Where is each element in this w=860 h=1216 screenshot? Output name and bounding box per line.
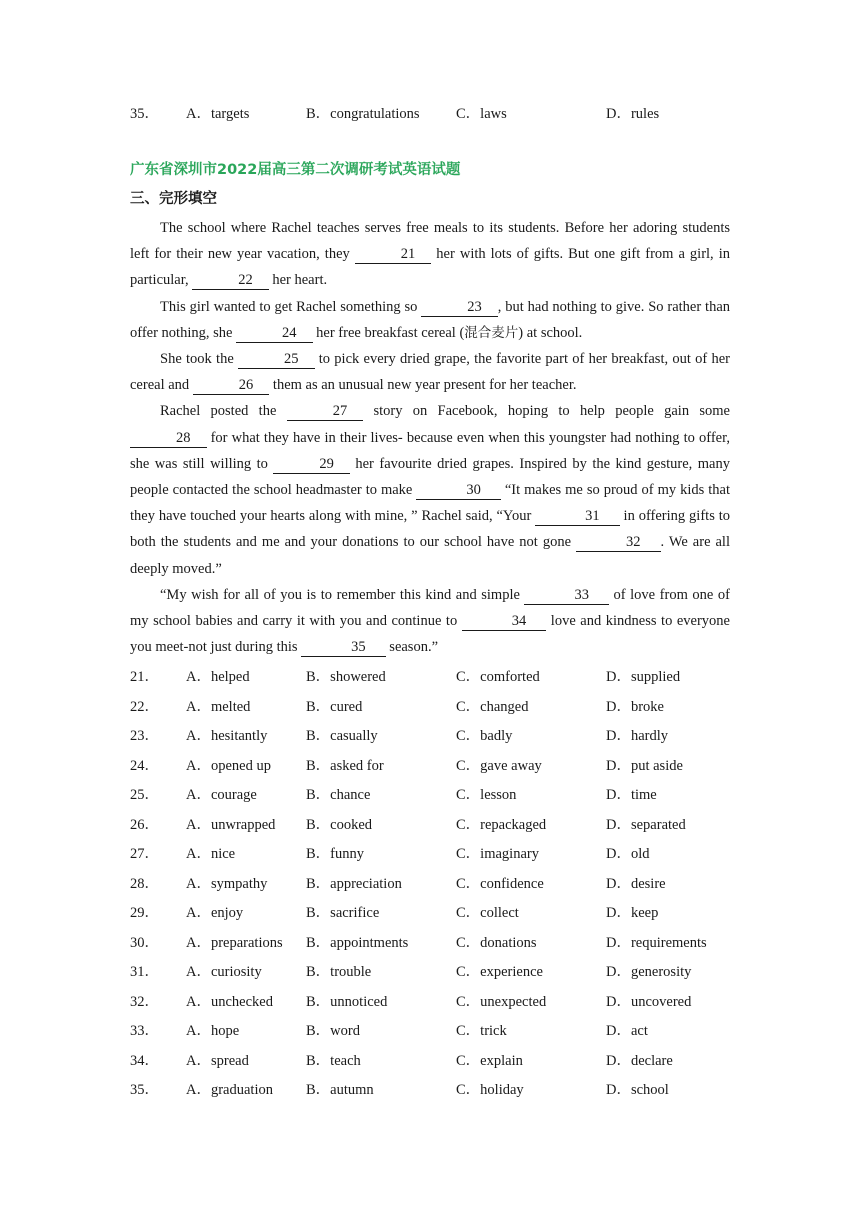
- document-page: 35． A．targets B．congratulations C．laws D．rules 广东省深圳市2022届高三第二次调研考试英语试题 三、完形填空 The school where Rachel teaches serves free meals to its students. Before her adoring students left for their new year vacation, they 21 her with lots of gifts. But one gift from a girl, in particular, 22 her heart. This girl wanted to get Rachel something so 23 , but had nothing to give. So rather than offer nothing, she 24 her free breakfast cereal (混合麦片) at school. She took the 25 to pick every dried grape, the favorite part of her breakfast, out of her cereal and 26 them as an unusual new year present for her teacher. Rachel posted the 27 story on Facebook, hoping to help people gain some 28 for what they have in their lives- because even when this youngster had nothing to offer, she was still willing to 29 her favourite dried grapes. Inspired by the kind gesture, many people contacted the school headmaster to make 30 “It makes me so proud of my kids that they have touched your hearts along with mine, ” Rachel said, “Your 31 in offering gifts to both the students and me and your donations to our school have not gone 32 . We are all deeply moved.” “My wish for all of you is to remember this kind and simple 33 of love from one of my school babies and carry it with you and continue to 34 love and kindness to everyone you meet-not just during this 35 season.” 21． A．helped B．showered C．comforted D．supplied 22． A．melted B．cured C．changed D．broke 23． A．hesitantly B．casually C．badly D．hardly 24． A．opened up B．asked for C．gave away D．put aside 25． A．courage B．chance C．lesson D．time 26． A．unwrapped B．cooked C．repackaged D．separated 27． A．nice B．funny C．imaginary D．old 28． A．sympathy B．appreciation C．confidence D．desire 29． A．enjoy B．sacrifice C．collect D．keep 30． A．preparations B．appointments C．donations D．requirements 31． A．curiosity B．trouble C．experience D．generosity 32． A．unchecked B．unnoticed C．unexpected D．uncovered 33． A．hope B．word C．trick D．act 34． A．spread B．teach C．explain D．declare 35． A．graduation B．autumn C．holiday D．school: [130, 106, 730, 1098]
- option-c: C．laws: [456, 106, 507, 122]
- chinese-annotation: 混合麦片: [464, 324, 519, 341]
- blank-23: 23: [421, 299, 498, 317]
- question-number: 35．: [130, 106, 159, 122]
- blank-21: 21: [355, 246, 432, 264]
- blank-30: 30: [416, 482, 501, 500]
- blank-33: 33: [524, 587, 609, 605]
- option-d: D．rules: [606, 106, 660, 122]
- blank-24: 24: [236, 325, 313, 343]
- passage-paragraph-1: The school where Rachel teaches serves free meals to its students. Before her adoring students left for their new year vacation, they 21 her with lots of gifts. But one gift from a girl, in particular, 22 her heart.: [130, 220, 730, 289]
- option-b: B．congratulations: [306, 106, 420, 122]
- blank-22: 22: [192, 272, 269, 290]
- passage-paragraph-5: “My wish for all of you is to remember this kind and simple 33 of love from one of my school babies and carry it with you and continue to 34 love and kindness to everyone you meet-not just during this 35 season.”: [130, 586, 730, 656]
- blank-34: 34: [462, 613, 547, 631]
- section-title: 广东省深圳市2022届高三第二次调研考试英语试题: [130, 162, 461, 178]
- option-a: A．targets: [186, 106, 250, 122]
- cloze-passage: [130, 215, 730, 660]
- section-subtitle: 三、完形填空: [130, 191, 217, 207]
- blank-27: 27: [287, 403, 364, 421]
- blank-32: 32: [576, 534, 661, 552]
- blank-28: 28: [130, 430, 207, 448]
- blank-29: 29: [273, 456, 350, 474]
- passage-paragraph-2: This girl wanted to get Rachel something so 23 , but had nothing to give. So rather than offer nothing, she 24 her free breakfast cereal (混合麦片) at school.: [130, 298, 730, 341]
- blank-35: 35: [301, 639, 386, 657]
- blank-31: 31: [535, 508, 620, 526]
- passage-paragraph-4: Rachel posted the 27 story on Facebook, hoping to help people gain some 28 for what they have in their lives- because even when this youngster had nothing to offer, she was still willing to 29 her favourite dried grapes. Inspired by the kind gesture, many people contacted the school headmaster to make 30 “It makes me so proud of my kids that they have touched your hearts along with mine, ” Rachel said, “Your 31 in offering gifts to both the students and me and your donations to our school have not gone 32 . We are all deeply moved.”: [130, 403, 730, 577]
- blank-26: 26: [193, 377, 270, 395]
- blank-25: 25: [238, 351, 315, 369]
- passage-paragraph-3: She took the 25 to pick every dried grape, the favorite part of her breakfast, out of her cereal and 26 them as an unusual new year present for her teacher.: [130, 351, 730, 394]
